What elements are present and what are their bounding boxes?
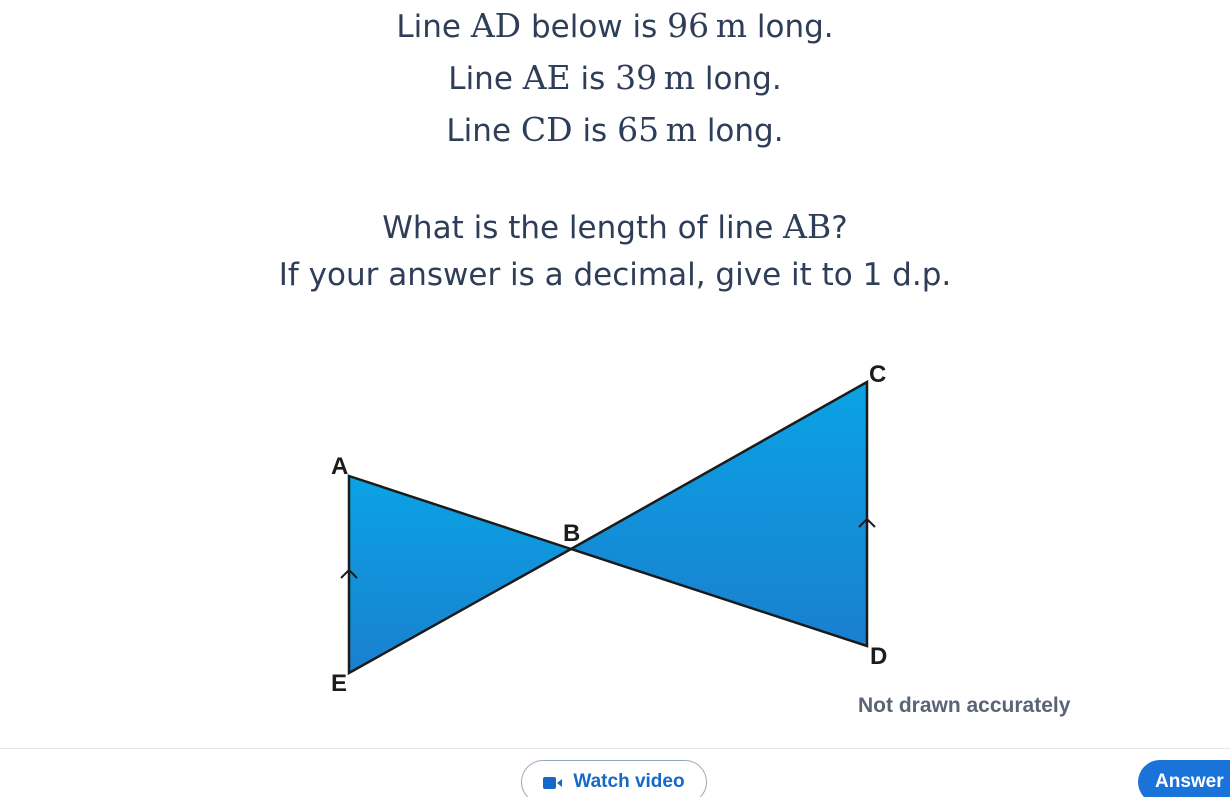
- point-label-b: B: [563, 520, 581, 547]
- text: What is the length of line: [382, 210, 784, 246]
- unit: m: [715, 6, 748, 45]
- text: Line: [396, 9, 471, 45]
- answer-label: Answer: [1155, 771, 1224, 792]
- video-camera-icon: [543, 775, 565, 789]
- value-cd: 65: [617, 110, 660, 149]
- text: Line: [448, 61, 523, 97]
- value-ae: 39: [615, 58, 658, 97]
- watch-video-button[interactable]: [521, 760, 707, 797]
- unit: m: [665, 110, 697, 149]
- segment-ab: AB: [783, 207, 832, 246]
- watch-video-label: Watch video: [573, 771, 685, 792]
- question-instruction: If your answer is a decimal, give it to 1 d.p.: [278, 257, 952, 293]
- text: long.: [695, 61, 782, 97]
- text: is: [570, 61, 616, 97]
- point-label-c: C: [869, 361, 887, 388]
- point-label-d: D: [870, 643, 888, 670]
- segment-cd: CD: [520, 110, 573, 149]
- triangle-bcd: [571, 382, 867, 646]
- answer-button[interactable]: [1138, 760, 1230, 797]
- not-drawn-accurately-note: Not drawn accurately: [858, 694, 1071, 717]
- point-label-e: E: [331, 670, 348, 697]
- point-label-a: A: [331, 453, 349, 480]
- segment-ae: AE: [522, 58, 571, 97]
- triangle-abe: [349, 476, 571, 673]
- segment-ad: AD: [470, 6, 522, 45]
- text: long.: [747, 9, 834, 45]
- text: ?: [831, 210, 848, 246]
- text: long.: [696, 113, 784, 149]
- footer-divider: [0, 748, 1230, 749]
- text: is: [572, 113, 618, 149]
- text: Line: [446, 113, 521, 149]
- value-ad: 96: [667, 6, 710, 45]
- unit: m: [663, 58, 696, 97]
- text: below is: [521, 9, 668, 45]
